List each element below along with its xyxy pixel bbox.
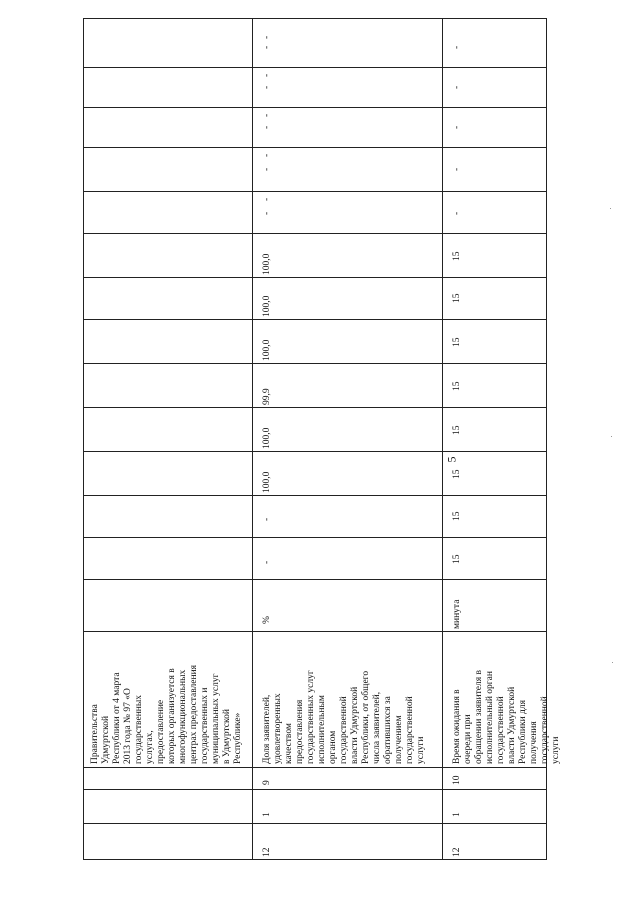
row9-value: -: [262, 560, 272, 564]
row9-value: -: [262, 211, 272, 215]
row10-value: 15: [452, 554, 462, 564]
col-divider: [84, 407, 546, 408]
row10-value: -: [452, 45, 462, 49]
scan-speck: [610, 208, 611, 209]
data-table: [83, 18, 561, 860]
row9-value: -: [262, 85, 272, 89]
row10-value: -: [452, 85, 462, 89]
row9-value: -: [262, 125, 272, 129]
page-number: 5: [444, 456, 459, 463]
col-divider: [84, 631, 546, 632]
row10-unit: минута: [452, 599, 462, 629]
row9-text: Доля заявителей, удовлетворенных качеством предоставления государственных услуг исполнительным органом государственной власти Удмуртской Республики, от общего числа заявителей, обратившихся за получением государственной услуги: [262, 670, 426, 764]
col-divider: [84, 67, 546, 68]
col-divider: [84, 495, 546, 496]
col-divider: [84, 451, 546, 452]
row10-value: 15: [452, 469, 462, 479]
row10-value: -: [452, 167, 462, 171]
row9-value: 100,0: [262, 295, 272, 317]
row9-unit: %: [262, 616, 272, 624]
scan-speck: [612, 662, 613, 663]
scan-speck: [611, 436, 612, 437]
col-divider: [84, 319, 546, 320]
row10-text: Время ожидания в очереди при обращении заявителя в исполнительный орган государственной власти Удмуртской Республики для получения государственной услуги: [452, 670, 561, 764]
row9-col-a: 12: [262, 847, 272, 857]
row10-value: 15: [452, 381, 462, 391]
row10-value: 15: [452, 293, 462, 303]
row-top-value: -: [262, 197, 272, 201]
row-top-text: Правительства Удмуртской Республики от 4 марта 2013 года № 97 «О государственных услугах, предоставление которых организуется в многофункциональных центрах предоставления государственных и муниципальных услуг в Удмуртской Республике»: [90, 664, 243, 764]
row10-col-a: 12: [452, 847, 462, 857]
row9-value: 100,0: [262, 427, 272, 449]
col-divider: [84, 233, 546, 234]
col-divider: [84, 107, 546, 108]
col-divider: [84, 191, 546, 192]
row-top-value: -: [262, 73, 272, 77]
row-divider: [252, 19, 253, 859]
row9-value: 100,0: [262, 339, 272, 361]
row9-value: -: [262, 45, 272, 49]
row-top-value: -: [262, 113, 272, 117]
row10-col-b: 1: [452, 812, 462, 817]
row9-value: -: [262, 167, 272, 171]
row10-value: 15: [452, 337, 462, 347]
col-divider: [84, 537, 546, 538]
row10-value: -: [452, 211, 462, 215]
col-divider: [84, 767, 546, 768]
row10-value: -: [452, 125, 462, 129]
row10-value: 15: [452, 511, 462, 521]
row-top-value: -: [262, 35, 272, 39]
row9-col-b: 1: [262, 812, 272, 817]
row9-value: 99,9: [262, 388, 272, 405]
row-top-value: -: [262, 153, 272, 157]
row10-col-c: 10: [452, 775, 462, 785]
row9-value: 100,0: [262, 471, 272, 493]
col-divider: [84, 147, 546, 148]
row10-value: 15: [452, 251, 462, 261]
row10-value: 15: [452, 425, 462, 435]
col-divider: [84, 789, 546, 790]
col-divider: [84, 363, 546, 364]
row9-col-c: 9: [262, 780, 272, 785]
row9-value: -: [262, 517, 272, 521]
row-divider: [442, 19, 443, 859]
col-divider: [84, 823, 546, 824]
row9-value: 100,0: [262, 253, 272, 275]
col-divider: [84, 579, 546, 580]
col-divider: [84, 277, 546, 278]
